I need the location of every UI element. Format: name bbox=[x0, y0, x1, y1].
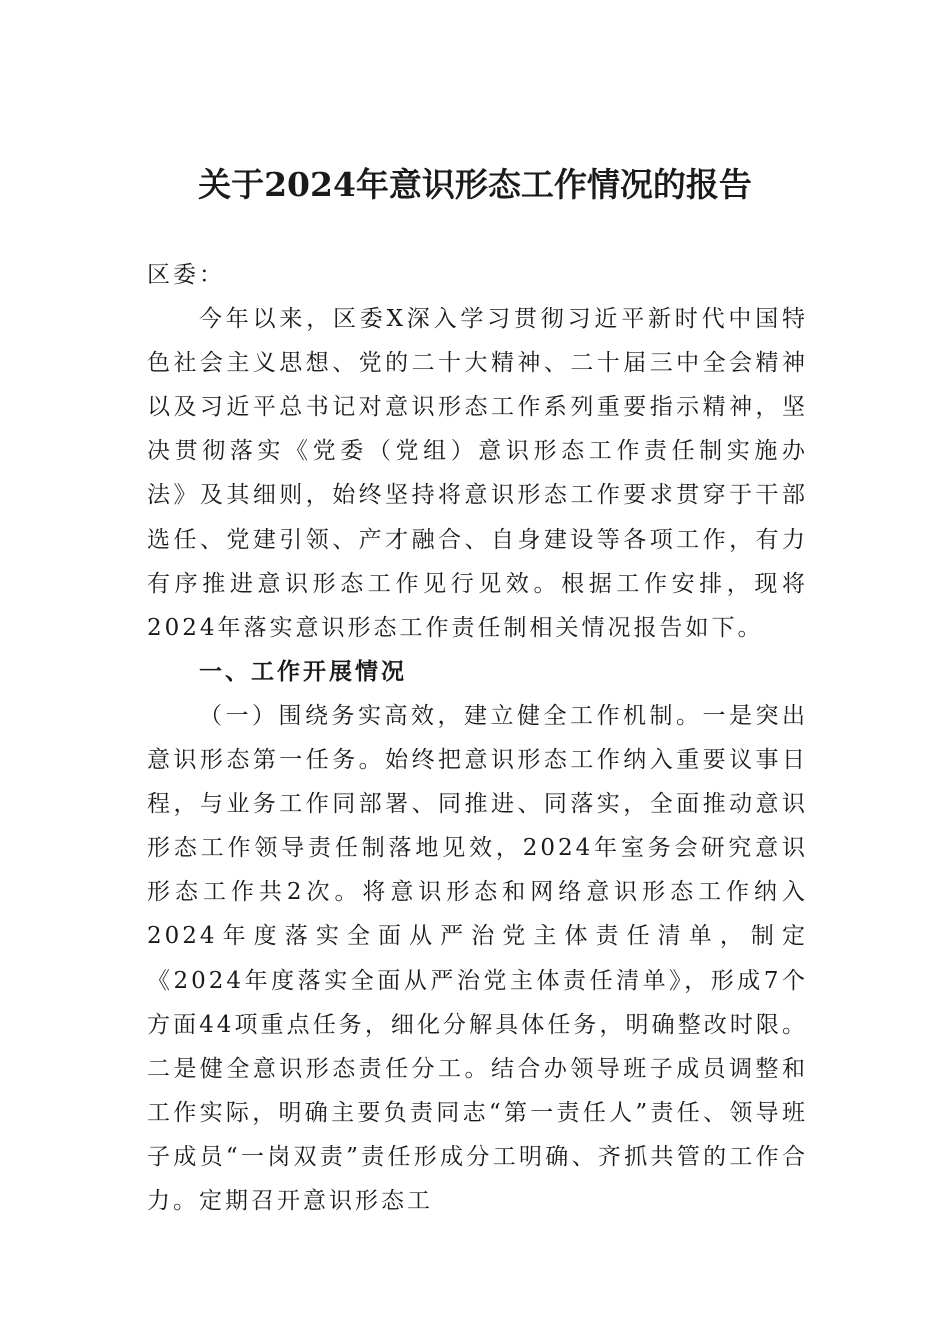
section-paragraph: （一）围绕务实高效，建立健全工作机制。一是突出意识形态第一任务。始终把意识形态工作纳入重要议事日程，与业务工作同部署、同推进、同落实，全面推动意识形态工作领导责任制落地见效，2024年室务会研究意识形态工作共2次。将意识形态和网络意识形态工作纳入2024年度落实全面从严治党主体责任清单，制定《2024年度落实全面从严治党主体责任清单》，形成7个方面44项重点任务，细化分解具体任务，明确整改时限。二是健全意识形态责任分工。结合办领导班子成员调整和工作实际，明确主要负责同志“第一责任人”责任、领导班子成员“一岗双责”责任形成分工明确、齐抓共管的工作合力。定期召开意识形态工 bbox=[147, 702, 808, 1214]
document-title: 关于2024年意识形态工作情况的报告 bbox=[198, 165, 752, 204]
section-heading: 一、工作开展情况 bbox=[199, 658, 407, 685]
intro-paragraph: 今年以来，区委X深入学习贯彻习近平新时代中国特色社会主义思想、党的二十大精神、二十届三中全会精神以及习近平总书记对意识形态工作系列重要指示精神，坚决贯彻落实《党委（党组）意识形态工作责任制实施办法》及其细则，始终坚持将意识形态工作要求贯穿于干部选任、党建引领、产才融合、自身建设等各项工作，有力有序推进意识形态工作见行见效。根据工作安排，现将2024年落实意识形态工作责任制相关情况报告如下。 bbox=[147, 306, 808, 641]
document-body bbox=[147, 253, 808, 1223]
salutation: 区委： bbox=[147, 262, 225, 288]
